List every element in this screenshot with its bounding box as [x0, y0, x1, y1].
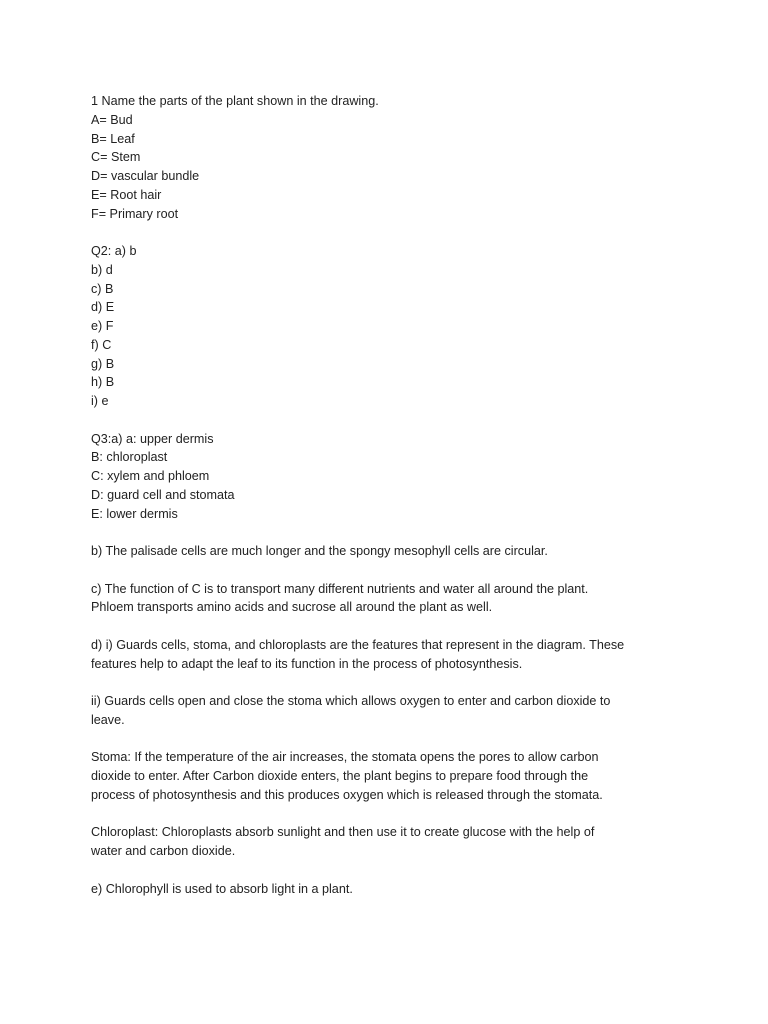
spacer	[91, 223, 691, 242]
question-2-section	[91, 242, 691, 411]
q3d-i-line: d) i) Guards cells, stoma, and chloroplasts are the features that represent in the diagram. These	[91, 637, 625, 652]
spacer	[91, 673, 691, 692]
stoma-line: Stoma: If the temperature of the air increases, the stomata opens the pores to allow carbon	[91, 750, 599, 765]
q2-answer: g) B	[91, 356, 115, 371]
answer-c: C= Stem	[91, 150, 141, 165]
q2-answer: d) E	[91, 300, 115, 315]
answer-d: D= vascular bundle	[91, 169, 200, 183]
document-body	[91, 92, 691, 898]
answer-e: E= Root hair	[91, 187, 162, 202]
answer-b: B= Leaf	[91, 131, 135, 146]
question-1-section	[91, 92, 691, 223]
stoma-paragraph	[91, 748, 691, 804]
chloroplast-paragraph	[91, 823, 691, 861]
q3a-answer: D: guard cell and stomata	[91, 487, 235, 502]
spacer	[91, 617, 691, 636]
q3d-i-line: features help to adapt the leaf to its function in the process of photosynthesis.	[91, 656, 523, 671]
answer-f: F= Primary root	[91, 206, 179, 221]
q2-answer: h) B	[91, 375, 115, 390]
spacer	[91, 411, 691, 430]
q2-answer: c) B	[91, 281, 114, 296]
chloroplast-line: Chloroplast: Chloroplasts absorb sunlight and then use it to create glucose with the help of	[91, 825, 595, 840]
stoma-line: process of photosynthesis and this produces oxygen which is released through the stomata.	[91, 787, 603, 802]
question-3c-paragraph	[91, 580, 691, 618]
q3a-answer: C: xylem and phloem	[91, 469, 210, 483]
question-1-title: 1 Name the parts of the plant shown in the drawing.	[91, 94, 379, 108]
q3b-text: b) The palisade cells are much longer and the spongy mesophyll cells are circular.	[91, 544, 548, 558]
answer-a: A= Bud	[91, 112, 133, 127]
question-3a-section	[91, 430, 691, 524]
q2-answer: i) e	[91, 394, 109, 408]
question-3e-paragraph	[91, 880, 691, 899]
q2-answer: b) d	[91, 262, 113, 277]
spacer	[91, 805, 691, 824]
spacer	[91, 730, 691, 749]
q2-answer: e) F	[91, 319, 114, 333]
q3c-line: c) The function of C is to transport many different nutrients and water all around the plant.	[91, 581, 589, 596]
stoma-line: dioxide to enter. After Carbon dioxide enters, the plant begins to prepare food through the	[91, 769, 589, 783]
q3c-line: Phloem transports amino acids and sucrose all around the plant as well.	[91, 600, 493, 615]
q3a-answer: B: chloroplast	[91, 450, 168, 465]
question-3d-ii-paragraph	[91, 692, 691, 730]
chloroplast-line: water and carbon dioxide.	[91, 844, 236, 858]
question-3d-i-paragraph	[91, 636, 691, 674]
q3d-ii-line: leave.	[91, 712, 125, 727]
q3a-answer: Q3:a) a: upper dermis	[91, 431, 214, 446]
question-3b-paragraph	[91, 542, 691, 561]
q3a-answer: E: lower dermis	[91, 506, 178, 521]
spacer	[91, 523, 691, 542]
q3d-ii-line: ii) Guards cells open and close the stoma which allows oxygen to enter and carbon dioxide to	[91, 694, 611, 708]
spacer	[91, 561, 691, 580]
q2-answer: Q2: a) b	[91, 244, 137, 258]
spacer	[91, 861, 691, 880]
q3e-text: e) Chlorophyll is used to absorb light in a plant.	[91, 881, 353, 896]
q2-answer: f) C	[91, 337, 112, 352]
